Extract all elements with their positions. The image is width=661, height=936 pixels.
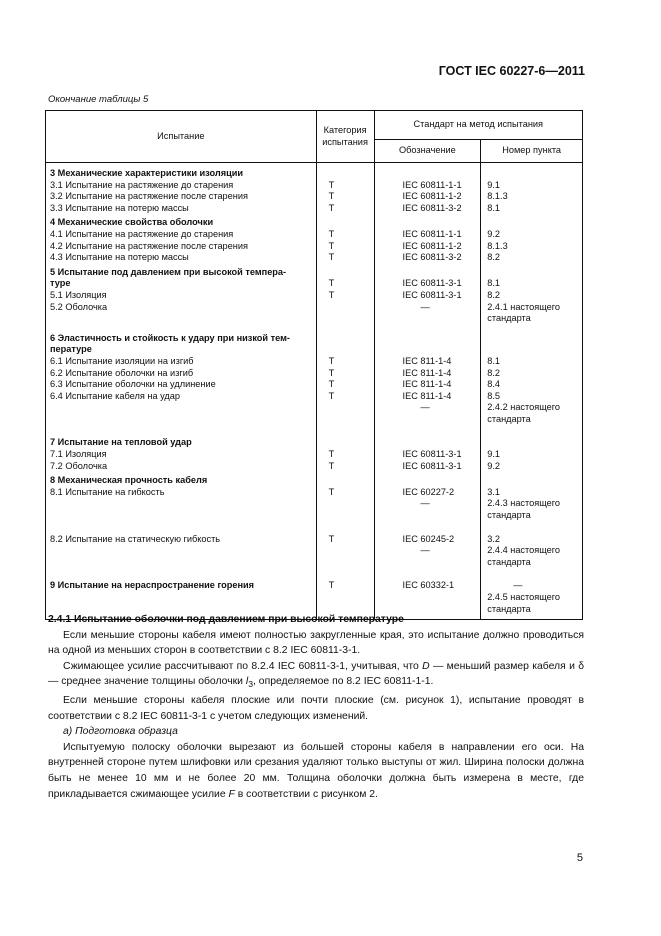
cell-line: 8.1.3 (487, 191, 508, 202)
cell-line: Т (328, 228, 335, 239)
column-header-category: Категория испытания (316, 111, 374, 163)
cell-line: 8.2 Испытание на статическую гибкость (50, 533, 221, 544)
cell-line: 4.3 Испытание на потерю массы (50, 252, 189, 263)
cell-line: 2.4.2 настоящего (487, 402, 561, 413)
table-cell-num (481, 214, 583, 263)
cell-line: 4 Механические свойства оболочки (50, 217, 214, 228)
cell-line: Т (328, 533, 335, 544)
cell-line (487, 475, 578, 487)
table-body (46, 163, 583, 620)
section-heading: 2.4.1 Испытание оболочки под давлением при высокой температуре (48, 614, 404, 625)
cell-line: IEC 811-1-4 (402, 390, 452, 401)
cell-line: Т (328, 202, 335, 213)
cell-line: 9 Испытание на нераспространение горения (50, 580, 255, 591)
table-cell-test (46, 214, 317, 263)
cell-line: 9.1 (487, 449, 501, 460)
cell-line: Т (328, 179, 335, 190)
body-text (48, 612, 584, 802)
text-run: в соответствии с рисунком 2. (234, 788, 378, 800)
document-header: ГОСТ IEC 60227-6—2011 (438, 64, 585, 78)
cell-line: IEC 811-1-4 (402, 367, 452, 378)
table-cell-test (46, 325, 317, 426)
table-cell-num (481, 522, 583, 569)
cell-line: Т (328, 240, 335, 251)
cell-line: 8.4 (487, 379, 501, 390)
cell-line: 6.2 Испытание оболочки на изгиб (50, 367, 194, 378)
symbol-l: l (245, 676, 249, 688)
column-header-clause: Номер пункта (481, 140, 583, 163)
cell-line: IEC 60811-3-2 (402, 202, 462, 213)
list-item-label: а) Подготовка образца (63, 726, 178, 738)
cell-line: IEC 60811-3-1 (402, 449, 462, 460)
table-cell-des (374, 522, 481, 569)
text-run: — среднее значение толщины оболочки (48, 676, 246, 688)
cell-line: Т (328, 390, 335, 401)
cell-line: — (420, 545, 430, 556)
cell-line: туре (50, 278, 71, 289)
cell-line: IEC 811-1-4 (402, 355, 452, 366)
cell-line: Т (328, 486, 335, 497)
cell-line: стандарта (487, 603, 531, 614)
cell-line: 2.4.4 настоящего (487, 545, 561, 556)
symbol-delta: δ (578, 660, 584, 672)
cell-line (487, 267, 578, 279)
table-cell-num (481, 163, 583, 215)
cell-line: 7 Испытание на тепловой удар (50, 437, 192, 448)
cell-line: 2.4.5 настоящего (487, 592, 561, 602)
cell-line: IEC 60811-3-1 (402, 460, 462, 471)
paragraph (48, 740, 584, 802)
test-table (45, 110, 583, 620)
table-row (46, 325, 583, 426)
table-cell-cat (316, 472, 374, 521)
cell-line: 5 Испытание под давлением при высокой темпера- (50, 266, 287, 277)
cell-line: Т (328, 289, 335, 300)
table-cell-cat (316, 214, 374, 263)
cell-line: IEC 60811-1-2 (402, 240, 462, 251)
table-cell-des (374, 214, 481, 263)
cell-line: 9.1 (487, 179, 501, 190)
cell-line: IEC 811-1-4 (402, 379, 452, 390)
cell-line: 7.1 Изоляция (50, 449, 107, 460)
text-run: Испытуемую полоску оболочки вырезают из большей стороны кабеля в направлении его оси. На внутренней стороне путем шлифовки или срезания удаляют только выступы от жил. Ширина полоски должна быть не менее 10 мм и не более 20 мм. Толщина оболочки должна быть измерена в месте, где прикладывается сжимающее усилие (48, 741, 584, 800)
cell-line (403, 217, 477, 229)
cell-line: IEC 60811-3-2 (402, 252, 462, 263)
table-cell-des (374, 264, 481, 325)
cell-line (403, 344, 477, 356)
cell-line: Т (328, 355, 335, 366)
table-row (46, 264, 583, 325)
paragraph (48, 659, 584, 693)
table-cell-des (374, 425, 481, 472)
cell-line: стандарта (487, 313, 531, 324)
cell-line: IEC 60811-1-2 (402, 191, 462, 202)
table-cell-test (46, 472, 317, 521)
column-header-designation: Обозначение (374, 140, 481, 163)
cell-line: 6.1 Испытание изоляции на изгиб (50, 355, 194, 366)
cell-line: 8 Механическая прочность кабеля (50, 475, 208, 486)
table-cell-des (374, 472, 481, 521)
cell-line: 4.2 Испытание на растяжение после старения (50, 240, 248, 251)
table-cell-num (481, 264, 583, 325)
column-header-test: Испытание (46, 111, 317, 163)
cell-line: 3.2 Испытание на растяжение после старения (50, 191, 248, 202)
table-cell-des (374, 325, 481, 426)
cell-line: IEC 60245-2 (402, 533, 455, 544)
cell-line: — (513, 580, 523, 591)
cell-line: 3 Механические характеристики изоляции (50, 168, 244, 178)
cell-line: пературе (50, 344, 92, 355)
cell-line (329, 302, 370, 314)
cell-line (329, 344, 370, 356)
cell-line: 5.2 Оболочка (50, 301, 108, 312)
page-number: 5 (576, 852, 583, 864)
table-row (46, 472, 583, 521)
cell-line: IEC 60811-3-1 (402, 278, 462, 289)
cell-line: 3.1 Испытание на растяжение до старения (50, 179, 234, 190)
cell-line: Т (328, 278, 335, 289)
cell-line: 3.3 Испытание на потерю массы (50, 202, 189, 213)
cell-line: 8.2 (487, 252, 501, 263)
table-cell-cat (316, 425, 374, 472)
list-item (48, 724, 584, 740)
symbol-subscript: 3 (248, 679, 254, 690)
cell-line (329, 475, 370, 487)
cell-line: стандарта (487, 413, 531, 424)
table-cell-test (46, 425, 317, 472)
cell-line (329, 267, 370, 279)
table-caption: Окончание таблицы 5 (48, 94, 149, 105)
text-run: — меньший размер кабеля и (429, 660, 579, 672)
symbol-d: D (422, 660, 430, 672)
cell-line: 8.2 (487, 367, 501, 378)
cell-line: 2.4.1 настоящего (487, 301, 561, 312)
cell-line (487, 168, 578, 180)
cell-line: стандарта (487, 510, 531, 521)
cell-line (329, 437, 370, 449)
cell-line: 7.2 Оболочка (50, 460, 108, 471)
table-row (46, 163, 583, 215)
table-cell-cat (316, 522, 374, 569)
table-cell-cat (316, 325, 374, 426)
cell-line: 6.3 Испытание оболочки на удлинение (50, 379, 216, 390)
cell-line: Т (328, 580, 335, 591)
cell-line: 9.2 (487, 228, 501, 239)
cell-line: — (420, 301, 430, 312)
cell-line: 8.1.3 (487, 240, 508, 251)
cell-line: 6 Эластичность и стойкость к удару при низкой тем- (50, 332, 290, 343)
paragraph: Если меньшие стороны кабеля плоские или почти плоские (см. рисунок 1), испытание проводят в соответствии с 8.2 IEC 60811-3-1 с учетом следующих изменений. (48, 695, 584, 722)
cell-line: IEC 60811-3-1 (402, 289, 462, 300)
cell-line: IEC 60811-1-1 (402, 179, 462, 190)
cell-line: 8.5 (487, 390, 501, 401)
text-run: Сжимающее усилие рассчитывают по 8.2.4 IEC 60811-3-1, учитывая, что (63, 660, 423, 672)
cell-line: 6.4 Испытание кабеля на удар (50, 390, 180, 401)
cell-line (329, 333, 370, 345)
cell-line (487, 437, 578, 449)
cell-line: 8.1 Испытание на гибкость (50, 486, 165, 497)
cell-line: IEC 60332-1 (402, 580, 455, 591)
table-cell-test (46, 264, 317, 325)
cell-line: 8.1 (487, 202, 501, 213)
table-row (46, 522, 583, 569)
cell-line: 4.1 Испытание на растяжение до старения (50, 228, 234, 239)
cell-line: 9.2 (487, 460, 501, 471)
cell-line: 3.1 (487, 486, 501, 497)
cell-line: 2.4.3 настоящего (487, 498, 561, 509)
table-cell-cat (316, 163, 374, 215)
cell-line (403, 168, 477, 180)
table-cell-num (481, 425, 583, 472)
cell-line: Т (328, 191, 335, 202)
cell-line (329, 217, 370, 229)
cell-line: 8.2 (487, 289, 501, 300)
cell-line (403, 437, 477, 449)
cell-line: — (420, 498, 430, 509)
cell-line (487, 333, 578, 345)
table-cell-test (46, 163, 317, 215)
table-cell-num (481, 472, 583, 521)
column-header-standard: Стандарт на метод испытания (374, 111, 582, 140)
symbol-f: F (228, 788, 235, 800)
table-row (46, 214, 583, 263)
cell-line (403, 267, 477, 279)
table-cell-test (46, 522, 317, 569)
cell-line: 8.1 (487, 278, 501, 289)
paragraph: Если меньшие стороны кабеля имеют полностью закругленные края, это испытание должно проводиться на одной из меньших сторон в соответствии с 8.2 IEC 60811-3-1. (48, 629, 584, 657)
cell-line (403, 475, 477, 487)
cell-line: Т (328, 379, 335, 390)
cell-line: 3.2 (487, 533, 501, 544)
cell-line: — (420, 402, 430, 413)
cell-line (403, 333, 477, 345)
text-run: , определяемое по 8.2 IEC 60811-1-1. (253, 676, 434, 688)
cell-line (487, 217, 578, 229)
table-cell-des (374, 163, 481, 215)
cell-line (329, 168, 370, 180)
cell-line: Т (328, 367, 335, 378)
cell-line: 5.1 Изоляция (50, 289, 107, 300)
cell-line: IEC 60227-2 (402, 486, 455, 497)
table-row (46, 425, 583, 472)
cell-line (487, 344, 578, 356)
cell-line: 8.1 (487, 355, 501, 366)
cell-line: Т (328, 449, 335, 460)
cell-line: стандарта (487, 556, 531, 567)
cell-line: Т (328, 460, 335, 471)
table-cell-num (481, 325, 583, 426)
table-cell-cat (316, 264, 374, 325)
cell-line: Т (328, 252, 335, 263)
cell-line: IEC 60811-1-1 (402, 228, 462, 239)
